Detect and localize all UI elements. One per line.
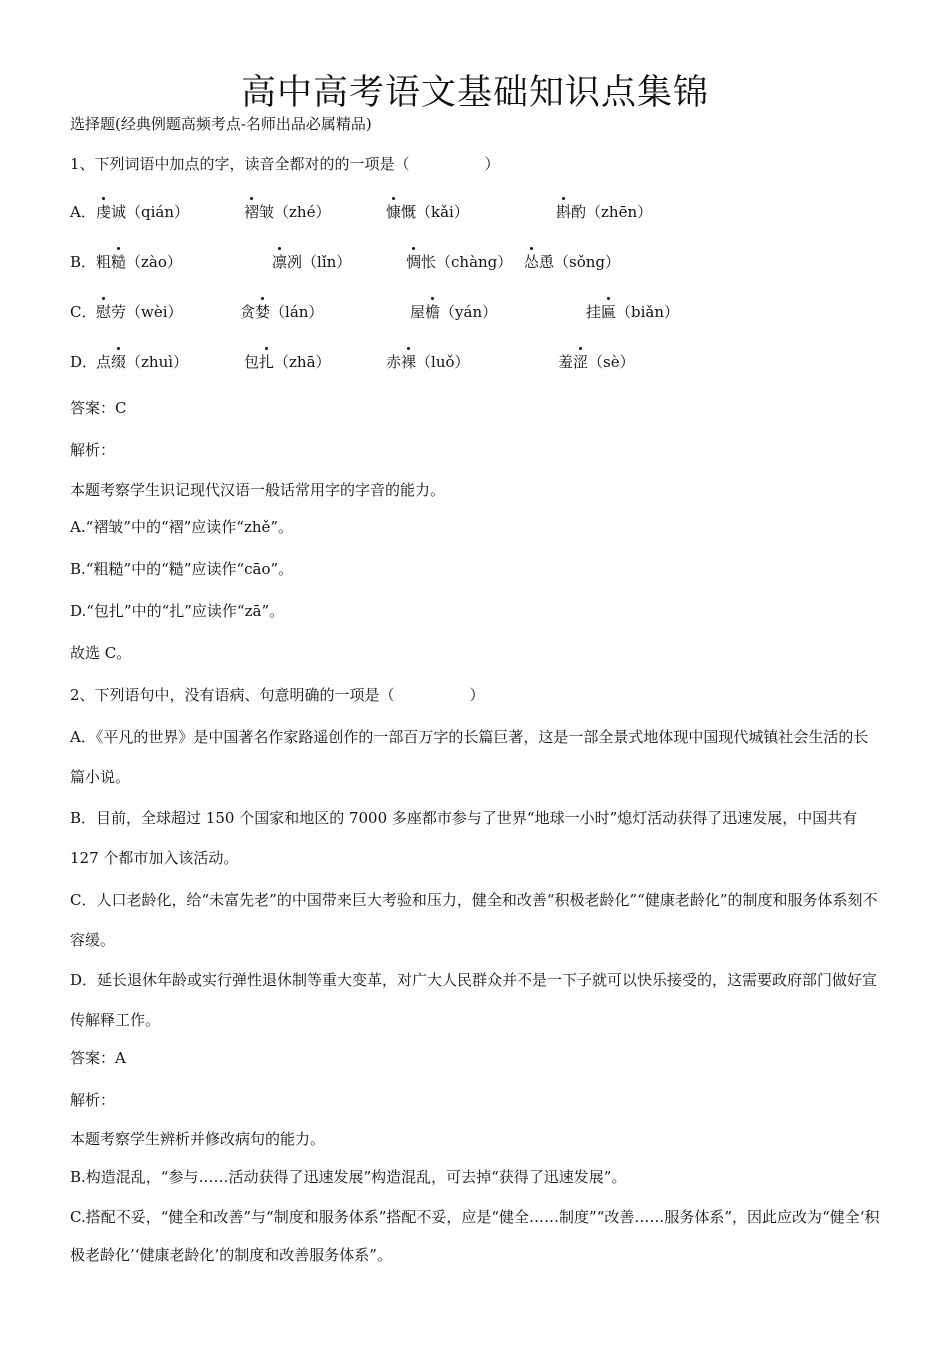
word-item: 惆怅（chàng） (406, 253, 513, 271)
dotted-char: 虔 (96, 203, 112, 221)
word-item: 慷慨（kǎi） (386, 203, 469, 221)
q1-analysis-line: 本题考察学生识记现代汉语一般话常用字的字音的能力。 (70, 481, 446, 499)
q2-analysis-line: C.搭配不妥，“健全和改善”与“制度和服务体系”搭配不妥，应是“健全……制度”“改善……服务体系”，因此应改为“健全‘积极老龄化’‘健康老龄化’的制度和改善服务体系”。 (70, 1208, 880, 1264)
word-item: 羞涩（sè） (558, 353, 635, 371)
word-item: 虔诚（qián） (96, 203, 190, 221)
q1-stem: 1、下列词语中加点的字，读音全都对的的一项是（ ） (70, 155, 500, 173)
dotted-char: 涩 (573, 353, 589, 371)
word-item: 点缀（zhuì） (96, 353, 189, 371)
dotted-char: 婪 (255, 303, 271, 321)
q2-option-c: C．人口老龄化，给“未富先老”的中国带来巨大考验和压力，健全和改善“积极老龄化”“健康老龄化”的制度和服务体系刻不容缓。 (70, 891, 878, 949)
q2-analysis-label: 解析： (70, 1091, 116, 1109)
q2-option-a: A．《平凡的世界》是中国著名作家路遥创作的一部百万字的长篇巨著，这是一部全景式地体现中国现代城镇社会生活的长篇小说。 (70, 728, 869, 786)
word-item: 褶皱（zhé） (244, 203, 331, 221)
dotted-char: 缀 (111, 353, 127, 371)
q1-analysis-line: D.“包扎”中的“扎”应读作“zā”。 (70, 602, 285, 620)
dotted-char: 檐 (425, 303, 441, 321)
word-item: 挂匾（biǎn） (586, 303, 680, 321)
dotted-char: 糙 (111, 253, 127, 271)
option-label: C． (70, 303, 97, 321)
q1-analysis-label: 解析： (70, 441, 116, 459)
q1-analysis-line: B.“粗糙”中的“糙”应读作“cāo”。 (70, 560, 294, 578)
word-item: 怂恿（sǒng） (524, 253, 621, 271)
dotted-char: 慰 (96, 303, 112, 321)
q2-option-b: B．目前，全球超过 150 个国家和地区的 7000 多座都市参与了世界“地球一小时”熄灯活动获得了迅速发展，中国共有 127 个都市加入该活动。 (70, 809, 858, 867)
dotted-char: 匾 (601, 303, 617, 321)
dotted-char: 扎 (259, 353, 275, 371)
q1-analysis-line: 故选 C。 (70, 644, 132, 662)
word-item: 粗糙（zào） (96, 253, 182, 271)
document-subtitle: 选择题(经典例题高频考点-名师出品必属精品) (70, 115, 372, 133)
word-item: 凛冽（lǐn） (272, 253, 352, 271)
word-item: 斟酌（zhēn） (556, 203, 653, 221)
option-label: A． (70, 203, 96, 221)
q2-analysis-line: B.构造混乱，“参与……活动获得了迅速发展”构造混乱，可去掉“获得了迅速发展”。 (70, 1168, 627, 1186)
q2-option-d: D．延长退休年龄或实行弹性退休制等重大变革，对广大人民群众并不是一下子就可以快乐接受的，这需要政府部门做好宣传解释工作。 (70, 971, 878, 1029)
q2-answer: 答案：A (70, 1049, 126, 1067)
dotted-char: 斟 (556, 203, 572, 221)
q2-stem: 2、下列语句中，没有语病、句意明确的一项是（ ） (70, 686, 485, 704)
word-item: 贪婪（lán） (240, 303, 324, 321)
dotted-char: 怂 (524, 253, 540, 271)
dotted-char: 褶 (244, 203, 260, 221)
q1-analysis-line: A.“褶皱”中的“褶”应读作“zhě”。 (70, 518, 294, 536)
document-title: 高中高考语文基础知识点集锦 (240, 73, 709, 113)
word-item: 慰劳（wèi） (96, 303, 183, 321)
option-label: B． (70, 253, 97, 271)
word-item: 屋檐（yán） (410, 303, 498, 321)
dotted-char: 惆 (406, 253, 422, 271)
word-item: 赤裸（luǒ） (386, 353, 470, 371)
option-label: D． (70, 353, 98, 371)
dotted-char: 裸 (401, 353, 417, 371)
q1-answer: 答案：C (70, 399, 127, 417)
word-item: 包扎（zhā） (244, 353, 331, 371)
dotted-char: 凛 (272, 253, 288, 271)
dotted-char: 慷 (386, 203, 402, 221)
q2-analysis-line: 本题考察学生辨析并修改病句的能力。 (70, 1130, 326, 1148)
